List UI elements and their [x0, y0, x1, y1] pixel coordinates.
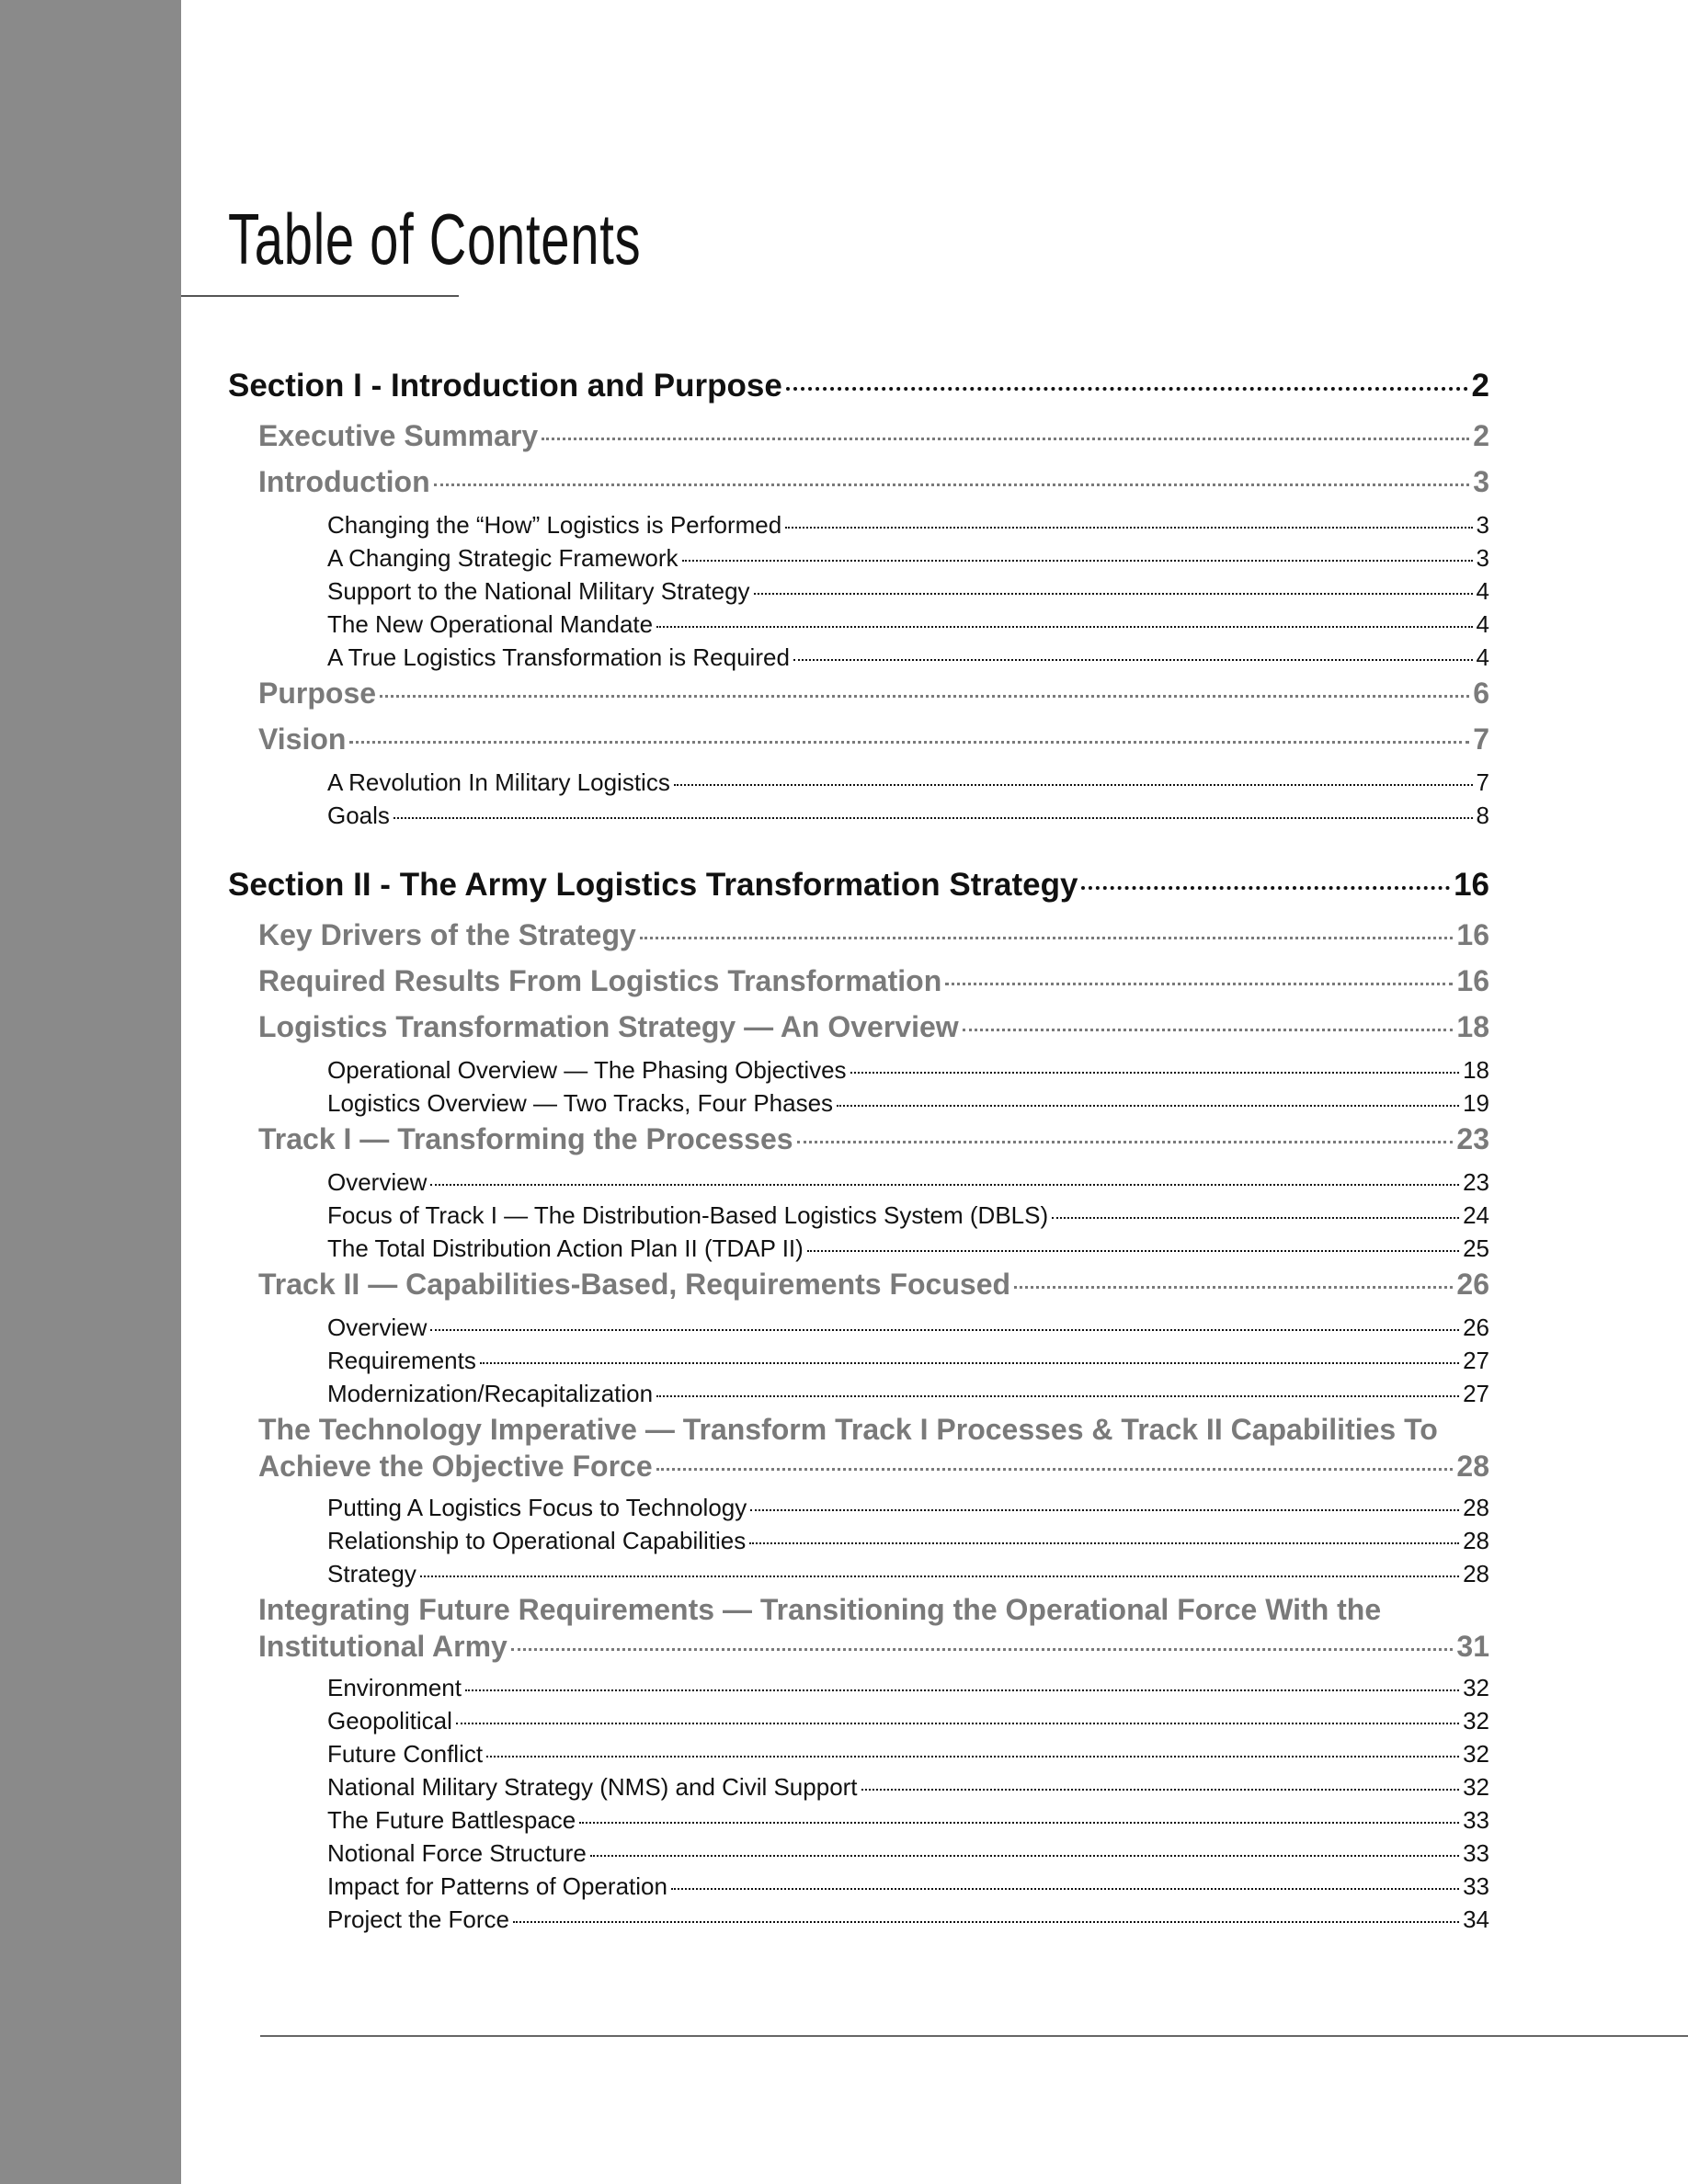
toc-label: Environment [327, 1674, 462, 1701]
toc-label: Overview [327, 1314, 428, 1341]
toc-page-number: 26 [1456, 1268, 1489, 1301]
toc-page-number: 26 [1463, 1314, 1489, 1341]
dot-leader [380, 695, 1469, 698]
toc-label: Impact for Patterns of Operation [327, 1872, 667, 1900]
dot-leader [850, 1072, 1460, 1074]
toc-page-number: 23 [1456, 1122, 1489, 1155]
toc-page-number: 33 [1463, 1806, 1489, 1834]
toc-label: The Future Battlespace [327, 1806, 576, 1834]
bottom-rule [260, 2035, 1688, 2037]
toc-item[interactable] [228, 1056, 1489, 1089]
toc-page-number: 4 [1476, 643, 1489, 671]
toc-page-number: 6 [1473, 677, 1489, 710]
toc-item[interactable] [228, 1347, 1489, 1380]
toc-label: A Changing Strategic Framework [327, 544, 679, 572]
toc-page-number: 7 [1473, 722, 1489, 756]
dot-leader [513, 1921, 1459, 1923]
toc-item[interactable] [228, 1201, 1489, 1234]
toc-page-number: 16 [1454, 867, 1489, 903]
toc-item[interactable] [228, 768, 1489, 802]
dot-leader [590, 1855, 1459, 1857]
dot-leader [349, 741, 1469, 744]
toc-page-number: 4 [1476, 610, 1489, 638]
toc-heading[interactable] [228, 677, 1489, 722]
toc-label: Future Conflict [327, 1740, 484, 1768]
toc-item[interactable] [228, 1089, 1489, 1122]
toc-page-number: 16 [1456, 918, 1489, 951]
dot-leader [430, 1329, 1459, 1331]
toc-label: Executive Summary [258, 419, 539, 452]
toc-label: Requirements [327, 1347, 476, 1374]
toc-item[interactable] [228, 1740, 1489, 1773]
toc-page-number: 27 [1463, 1347, 1489, 1374]
toc-page-number: 18 [1463, 1056, 1489, 1084]
toc-item[interactable] [228, 511, 1489, 544]
toc-page-number: 19 [1463, 1089, 1489, 1117]
toc-page-number: 28 [1463, 1494, 1489, 1521]
toc-item[interactable] [228, 1314, 1489, 1347]
toc-label: Notional Force Structure [327, 1839, 587, 1867]
toc-label: Track I — Transforming the Processes [258, 1122, 793, 1155]
dot-leader [807, 1250, 1459, 1252]
toc-heading[interactable] [228, 964, 1489, 1010]
toc-item[interactable] [228, 1773, 1489, 1806]
toc-item[interactable] [228, 1380, 1489, 1413]
dot-leader [674, 784, 1473, 786]
toc-label: Purpose [258, 677, 377, 710]
toc-item[interactable] [228, 1872, 1489, 1905]
toc-page-number: 33 [1463, 1839, 1489, 1867]
toc-item[interactable] [228, 1527, 1489, 1560]
toc-page-number: 16 [1456, 964, 1489, 997]
dot-leader [542, 438, 1469, 440]
toc-label: Operational Overview — The Phasing Objectives [327, 1056, 847, 1084]
toc-page-number: 32 [1463, 1674, 1489, 1701]
toc-heading[interactable] [228, 1010, 1489, 1056]
toc-page-number: 25 [1463, 1234, 1489, 1262]
toc-page-number: 8 [1476, 802, 1489, 829]
toc-page-number: 3 [1473, 465, 1489, 498]
toc-item[interactable] [228, 1560, 1489, 1593]
toc-heading[interactable] [228, 419, 1489, 465]
toc-page-number: 18 [1456, 1010, 1489, 1043]
toc-label: A True Logistics Transformation is Required [327, 643, 790, 671]
toc-item[interactable] [228, 1494, 1489, 1527]
toc-label: Introduction [258, 465, 430, 498]
toc-label: Project the Force [327, 1905, 509, 1933]
toc-page-number: 4 [1476, 577, 1489, 605]
dot-leader [1052, 1217, 1459, 1219]
dot-leader [579, 1822, 1459, 1824]
toc-label: Relationship to Operational Capabilities [327, 1527, 747, 1554]
side-band [0, 0, 181, 2184]
dot-leader [420, 1575, 1459, 1577]
toc-label: Logistics Transformation Strategy — An Overview [258, 1010, 959, 1043]
toc-page-number: 28 [1463, 1527, 1489, 1554]
toc-label: Support to the National Military Strategy [327, 577, 750, 605]
toc-page-number: 34 [1463, 1905, 1489, 1933]
dot-leader [480, 1362, 1459, 1364]
toc-label: The Total Distribution Action Plan II (TDAP II) [327, 1234, 804, 1262]
toc-label: Focus of Track I — The Distribution-Based Logistics System (DBLS) [327, 1201, 1049, 1229]
toc-page-number: 32 [1463, 1773, 1489, 1801]
toc-item[interactable] [228, 1168, 1489, 1201]
toc-section[interactable] [228, 368, 1489, 419]
toc-heading[interactable] [228, 722, 1489, 768]
toc-heading[interactable] [228, 1630, 1489, 1674]
toc-heading[interactable] [228, 1122, 1489, 1168]
dot-leader [465, 1689, 1459, 1691]
dot-leader [456, 1723, 1459, 1724]
toc-page-number: 23 [1463, 1168, 1489, 1196]
table-of-contents [228, 368, 1489, 1939]
dot-leader [786, 387, 1468, 391]
dot-leader [430, 1184, 1459, 1186]
toc-page-number: 27 [1463, 1380, 1489, 1407]
toc-item[interactable] [228, 1839, 1489, 1872]
dot-leader [945, 983, 1453, 985]
toc-label: National Military Strategy (NMS) and Civil Support [327, 1773, 858, 1801]
dot-leader [671, 1888, 1459, 1890]
toc-item[interactable] [228, 1806, 1489, 1839]
dot-leader [963, 1029, 1454, 1031]
toc-item[interactable] [228, 1674, 1489, 1707]
toc-label: Achieve the Objective Force [258, 1450, 653, 1483]
toc-item[interactable] [228, 610, 1489, 643]
toc-heading-line: The Technology Imperative — Transform Track I Processes & Track II Capabilities To [258, 1413, 1438, 1446]
dot-leader [486, 1756, 1459, 1757]
toc-page-number: 2 [1473, 419, 1489, 452]
toc-label: Overview [327, 1168, 428, 1196]
toc-label: Goals [327, 802, 390, 829]
toc-label: Key Drivers of the Strategy [258, 918, 636, 951]
dot-leader [750, 1509, 1459, 1511]
toc-page-number: 28 [1456, 1450, 1489, 1483]
dot-leader [861, 1789, 1460, 1791]
dot-leader [656, 626, 1472, 628]
toc-section[interactable] [228, 867, 1489, 918]
toc-page-number: 32 [1463, 1707, 1489, 1735]
dot-leader [393, 817, 1473, 819]
dot-leader [511, 1648, 1454, 1651]
dot-leader [656, 1395, 1459, 1397]
toc-label: Putting A Logistics Focus to Technology [327, 1494, 747, 1521]
dot-leader [434, 483, 1470, 486]
toc-heading[interactable] [228, 1268, 1489, 1314]
toc-label: The New Operational Mandate [327, 610, 654, 638]
toc-label: Strategy [327, 1560, 416, 1587]
toc-item[interactable] [228, 1234, 1489, 1268]
toc-page-number: 28 [1463, 1560, 1489, 1587]
toc-item[interactable] [228, 577, 1489, 610]
dot-leader [797, 1141, 1454, 1143]
toc-item[interactable] [228, 802, 1489, 835]
toc-label: Changing the “How” Logistics is Performed [327, 511, 782, 539]
toc-item[interactable] [228, 643, 1489, 677]
dot-leader [793, 659, 1473, 661]
toc-heading[interactable] [228, 465, 1489, 511]
toc-label: Logistics Overview — Two Tracks, Four Phases [327, 1089, 834, 1117]
toc-label: Modernization/Recapitalization [327, 1380, 654, 1407]
toc-heading-line: Integrating Future Requirements — Transitioning the Operational Force With the [258, 1593, 1382, 1626]
dot-leader [785, 527, 1472, 529]
toc-item[interactable] [228, 1905, 1489, 1939]
dot-leader [1014, 1286, 1453, 1289]
toc-label: Section I - Introduction and Purpose [228, 368, 782, 404]
toc-label: Vision [258, 722, 347, 756]
toc-heading[interactable] [228, 918, 1489, 964]
toc-heading[interactable] [228, 1450, 1489, 1494]
toc-label: A Revolution In Military Logistics [327, 768, 670, 796]
title-rule [181, 295, 459, 297]
dot-leader [754, 593, 1473, 595]
toc-label: Geopolitical [327, 1707, 452, 1735]
dot-leader [837, 1105, 1459, 1107]
dot-leader [656, 1468, 1454, 1471]
toc-page-number: 33 [1463, 1872, 1489, 1900]
toc-page-number: 3 [1476, 544, 1489, 572]
dot-leader [1081, 886, 1450, 890]
toc-page-number: 24 [1463, 1201, 1489, 1229]
toc-page-number: 3 [1476, 511, 1489, 539]
toc-label: Track II — Capabilities-Based, Requirements Focused [258, 1268, 1011, 1301]
dot-leader [640, 937, 1454, 939]
dot-leader [749, 1542, 1459, 1544]
page-title: Table of Contents [228, 199, 642, 279]
dot-leader [682, 560, 1473, 562]
toc-label: Section II - The Army Logistics Transformation Strategy [228, 867, 1078, 903]
toc-label: Required Results From Logistics Transformation [258, 964, 942, 997]
toc-page-number: 31 [1456, 1630, 1489, 1663]
toc-page-number: 32 [1463, 1740, 1489, 1768]
toc-page-number: 2 [1471, 368, 1489, 404]
toc-item[interactable] [228, 544, 1489, 577]
toc-page-number: 7 [1476, 768, 1489, 796]
toc-label: Institutional Army [258, 1630, 508, 1663]
toc-item[interactable] [228, 1707, 1489, 1740]
